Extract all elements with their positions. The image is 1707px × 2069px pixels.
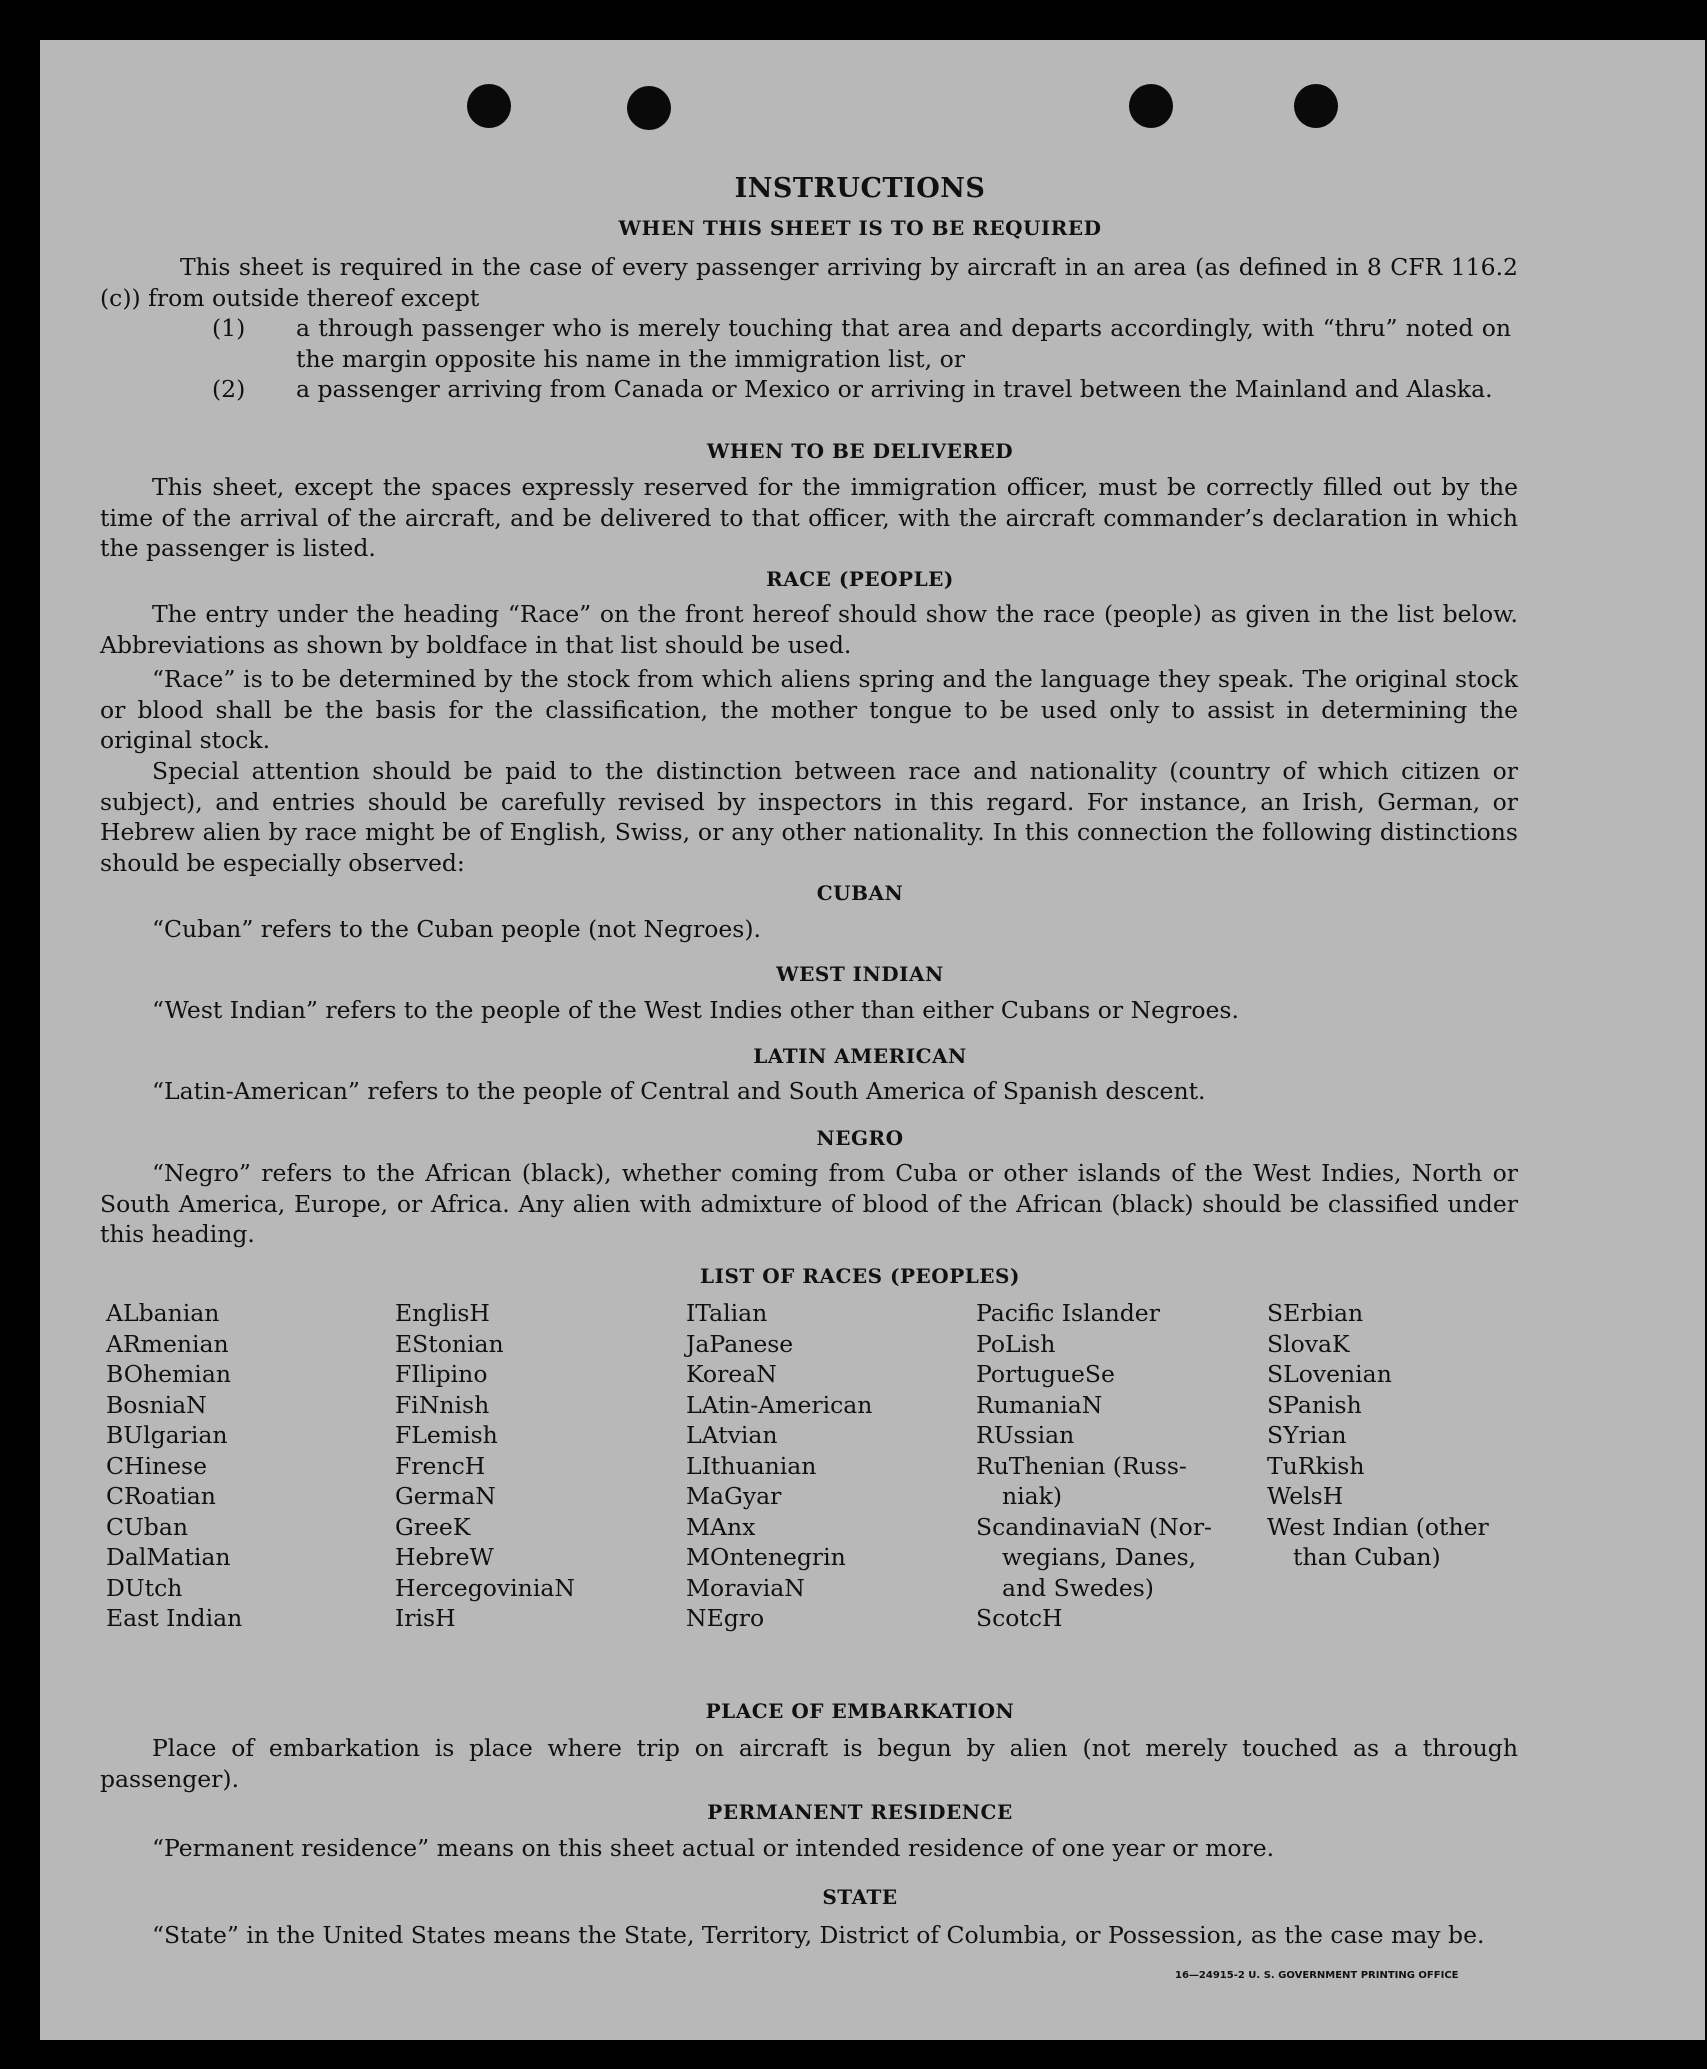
paragraph: “State” in the United States means the State, Territory, District of Columbia, or Possession, as the case may be. — [152, 1921, 1485, 1949]
race-item: HebreW — [395, 1543, 494, 1571]
race-item: IrisH — [395, 1604, 456, 1632]
paragraph: “Permanent residence” means on this sheet actual or intended residence of one year or more. — [152, 1834, 1275, 1862]
paragraph: “West Indian” refers to the people of the West Indies other than either Cubans or Negroes. — [152, 996, 1239, 1024]
race-item: HercegoviniaN — [395, 1573, 575, 1602]
item-number: (2) — [212, 375, 246, 403]
section-title: RACE (PEOPLE) — [766, 567, 954, 591]
race-item: GermaN — [395, 1482, 496, 1510]
race-item: ScotcH — [976, 1604, 1063, 1632]
race-item: East Indian — [106, 1604, 243, 1632]
race-item: KoreaN — [686, 1360, 777, 1388]
paragraph: Special attention should be paid to the distinction between race and nationality (country of which citizen or subject), and entries should be carefully revised by inspectors in this regard. For instance, an Irish, German, or Hebrew alien by race might be of English, Swiss, or any other nationality. In this connection the following distinctions should be especially observed: — [100, 757, 1518, 877]
paragraph: This sheet is required in the case of every passenger arriving by aircraft in an area (as defined in 8 CFR 116.2 (c)) from outside thereof except — [100, 253, 1518, 312]
race-item: GreeK — [395, 1512, 471, 1541]
page-title: INSTRUCTIONS — [734, 173, 986, 204]
section-title: NEGRO — [816, 1126, 904, 1150]
race-item: ITalian — [686, 1299, 768, 1327]
race-item: CHinese — [106, 1451, 207, 1480]
race-item: LAtvian — [686, 1421, 778, 1449]
exception-item — [212, 374, 1512, 435]
race-item: PoLish — [976, 1329, 1056, 1358]
race-list-column — [1267, 1298, 1489, 1573]
race-item: DalMatian — [106, 1543, 231, 1571]
race-item: RuThenian (Russ- — [976, 1451, 1187, 1480]
race-item: MaGyar — [686, 1482, 782, 1510]
paragraph: This sheet, except the spaces expressly reserved for the immigration officer, must be correctly filled out by the time of the arrival of the aircraft, and be delivered to that officer, with the aircraft commander’s declaration in which the passenger is listed. — [100, 473, 1518, 562]
race-item: LIthuanian — [686, 1451, 817, 1480]
race-item: JaPanese — [686, 1329, 794, 1358]
section-title: PLACE OF EMBARKATION — [705, 1699, 1015, 1723]
race-list-column — [976, 1298, 1212, 1634]
race-item: and Swedes) — [1002, 1573, 1154, 1602]
race-item: WelsH — [1267, 1482, 1344, 1510]
race-item: MoraviaN — [686, 1573, 805, 1602]
race-item: Pacific Islander — [976, 1299, 1160, 1327]
section-title: WEST INDIAN — [776, 962, 944, 986]
race-item: LAtin-American — [686, 1390, 873, 1419]
race-list-column — [686, 1298, 872, 1634]
race-item: ScandinaviaN (Nor- — [976, 1512, 1212, 1541]
item-number: (1) — [212, 314, 246, 342]
race-item: RumaniaN — [976, 1390, 1103, 1419]
race-item: MAnx — [686, 1512, 756, 1541]
paragraph: “Race” is to be determined by the stock from which aliens spring and the language they speak. The original stock or blood shall be the basis for the classification, the mother tongue to be used only to assist in determining the original stock. — [100, 665, 1518, 754]
race-item: EStonian — [395, 1329, 504, 1358]
race-item: West Indian (other — [1267, 1512, 1489, 1541]
race-item: PortugueSe — [976, 1360, 1115, 1388]
printer-imprint: 16—24915-2 U. S. GOVERNMENT PRINTING OFFICE — [1175, 1970, 1459, 1981]
race-item: BosniaN — [106, 1390, 207, 1419]
document-page — [40, 40, 1705, 2040]
race-list-column — [106, 1298, 242, 1634]
race-item: EnglisH — [395, 1299, 490, 1327]
race-item: FLemish — [395, 1421, 498, 1449]
race-item: SLovenian — [1267, 1360, 1392, 1388]
race-item: SlovaK — [1267, 1329, 1350, 1358]
race-list-column — [395, 1298, 575, 1634]
race-item: MOntenegrin — [686, 1543, 846, 1571]
item-text: a passenger arriving from Canada or Mexico or arriving in travel between the Mainland and Alaska. — [296, 375, 1493, 403]
race-item: SErbian — [1267, 1299, 1364, 1327]
race-item: niak) — [1002, 1482, 1063, 1510]
race-item: FrencH — [395, 1451, 486, 1480]
race-item: SPanish — [1267, 1390, 1362, 1419]
paragraph: “Negro” refers to the African (black), whether coming from Cuba or other islands of the West Indies, North or South America, Europe, or Africa. Any alien with admixture of blood of the African (black) should be classified under this heading. — [100, 1159, 1518, 1248]
race-item: SYrian — [1267, 1421, 1347, 1449]
exception-item — [212, 313, 1512, 374]
race-item: than Cuban) — [1293, 1543, 1441, 1571]
race-item: wegians, Danes, — [1002, 1543, 1197, 1571]
race-item: BUlgarian — [106, 1421, 228, 1449]
section-title: LATIN AMERICAN — [753, 1044, 967, 1068]
race-item: TuRkish — [1267, 1451, 1365, 1480]
race-item: DUtch — [106, 1573, 183, 1602]
race-item: CUban — [106, 1512, 188, 1541]
race-item: NEgro — [686, 1604, 765, 1632]
race-item: FIlipino — [395, 1360, 488, 1388]
punch-hole — [1294, 84, 1338, 128]
item-text: a through passenger who is merely touching that area and departs accordingly, with “thru” noted on the margin opposite his name in the immigration list, or — [296, 314, 1511, 373]
race-item: ALbanian — [106, 1299, 220, 1327]
paragraph: The entry under the heading “Race” on the front hereof should show the race (people) as given in the list below. Abbreviations as shown by boldface in that list should be used. — [100, 600, 1518, 659]
paragraph: “Cuban” refers to the Cuban people (not Negroes). — [152, 915, 762, 943]
section-title: LIST OF RACES (PEOPLES) — [700, 1264, 1020, 1288]
section-title: PERMANENT RESIDENCE — [707, 1800, 1013, 1824]
punch-hole — [467, 84, 511, 128]
section-title: WHEN THIS SHEET IS TO BE REQUIRED — [618, 216, 1102, 240]
punch-hole — [627, 86, 671, 130]
section-title: WHEN TO BE DELIVERED — [706, 439, 1014, 463]
race-item: RUssian — [976, 1421, 1075, 1449]
section-title: STATE — [822, 1885, 898, 1909]
race-item: ARmenian — [106, 1329, 229, 1358]
race-item: BOhemian — [106, 1360, 231, 1388]
race-item: CRoatian — [106, 1482, 216, 1510]
paragraph: Place of embarkation is place where trip on aircraft is begun by alien (not merely touched as a through passenger). — [100, 1734, 1518, 1793]
section-title: CUBAN — [816, 881, 904, 905]
punch-hole — [1129, 84, 1173, 128]
race-item: FiNnish — [395, 1390, 490, 1419]
paragraph: “Latin-American” refers to the people of Central and South America of Spanish descent. — [152, 1077, 1206, 1105]
